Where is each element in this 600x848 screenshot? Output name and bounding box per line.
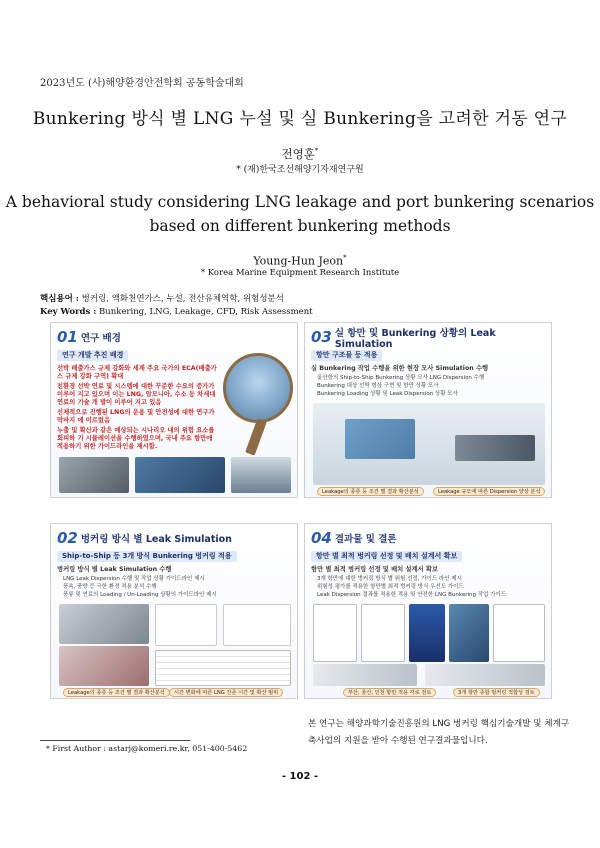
keywords-english xyxy=(40,307,313,317)
figure-caption: 3개 항만 종합 벙커링 적합성 검토 xyxy=(453,688,540,697)
panel-title: 결과물 및 결론 xyxy=(334,534,397,545)
panel-text-line: 친환경 선박 연료 및 시스템에 대한 꾸준한 수요의 증가가 이루어 지고 있으며 이는 LNG, 암모니아, 수소 등 차세대 연료의 기술 개 발이 이루어 지고 있음 xyxy=(57,383,216,406)
guideline-document-image xyxy=(313,604,357,662)
panel-subtitle: 항만 구조물 등 적용 xyxy=(311,350,382,361)
poster-panel-background xyxy=(50,523,298,699)
panel-text-line: 벙커링 방식 별 Leak Simulation 수행 xyxy=(57,566,172,573)
panel-header xyxy=(311,529,397,547)
panel-text-line: 선제적으로 진행된 LNG의 운용 및 안전성에 대한 연구가 막바지 에 이르렀음 xyxy=(57,409,215,424)
panel-text-line: LNG Leak Dispersion 수행 및 작업 상황 가이드라인 제시 xyxy=(63,576,205,582)
guideline-document-image xyxy=(361,604,405,662)
english-author-mark: * xyxy=(343,254,347,262)
panel-text-line: Leak Dispersion 결과를 적용한 적용 및 안전한 LNG Bunkering 작업 가이드 xyxy=(317,592,507,598)
poster-panel-background xyxy=(50,322,298,498)
panel-title: 벙커링 방식 별 Leak Simulation xyxy=(80,534,232,545)
panel-header xyxy=(57,328,121,346)
panel-number: 02 xyxy=(57,529,78,547)
tank-storage-image xyxy=(59,604,149,644)
report-cover-image xyxy=(409,604,445,662)
panel-number: 04 xyxy=(311,529,332,547)
keywords-english-label: Key Words : xyxy=(40,307,97,317)
concentration-chart-image xyxy=(155,604,217,646)
panel-title: 실 항만 및 Bunkering 상황의 Leak Simulation xyxy=(334,327,496,350)
panel-text-line: 풍류 및 연료의 Loading / Un-Loading 상황의 가이드라인 제시 xyxy=(63,592,217,598)
panel-subtitle: 연구 개발 추진 배경 xyxy=(57,350,128,361)
english-author-name: Young-Hun Jeon xyxy=(253,254,344,268)
english-title-line-1: A behavioral study considering LNG leakage and port bunkering scenarios xyxy=(5,193,595,211)
figure-caption: 시간 변화에 따른 LNG 잔존 시간 및 확산 범위 xyxy=(169,688,283,697)
bunkering-diagram-image xyxy=(59,457,129,493)
keywords-korean-text: 벙커링, 액화천연가스, 누설, 전산유체역학, 위험성분석 xyxy=(81,294,284,304)
figure-caption: Leakage의 종류 등 조건 별 결과 확산분석 xyxy=(63,688,170,697)
panel-text-line: 누출 및 확산과 같은 예상되는 시나리오 내의 위험 요소를 회피하 기 시뮬레이션을 수행하였으며, 국내 주요 항만에 적용하기 위한 가이드라인을 제시함. xyxy=(57,427,215,450)
panel-subtitle: 항만 별 최적 벙커링 선정 및 배치 설계서 확보 xyxy=(311,551,462,562)
keywords-english-text: Bunkering, LNG, Leakage, CFD, Risk Assessment xyxy=(99,307,313,317)
conference-header: 2023년도 (사)해양환경안전학회 공동학술대회 xyxy=(40,78,244,89)
english-author xyxy=(0,254,600,268)
page-number: - 102 - xyxy=(281,771,319,782)
dispersion-chart-image xyxy=(223,604,291,646)
panel-text-line: 항만 별 최적 벙커링 선정 및 배치 설계서 확보 xyxy=(311,566,439,573)
panel-text-line: 선박 배출가스 규제 강화와 세계 주요 국가의 ECA(배출가스 규제 강화 구역) 확대 xyxy=(57,365,217,380)
english-affiliation: * Korea Marine Equipment Research Institute xyxy=(200,268,400,278)
panel-header xyxy=(57,529,232,547)
ship-to-ship-image xyxy=(59,646,149,686)
footnote-divider xyxy=(40,740,190,741)
ship-aerial-image xyxy=(135,457,225,493)
keywords-korean xyxy=(40,292,284,304)
english-title xyxy=(0,190,600,238)
panel-title: 연구 배경 xyxy=(80,333,121,344)
panel-text-line: 3개 항만에 대한 벙커링 방식 별 위험 선정, 가이드 라인 제시 xyxy=(317,576,462,582)
figure-caption: Leakage의 종류 등 조건 별 결과 확산분석 xyxy=(317,487,424,496)
panel-text-line: Bunkering 대상 선박 형상 구현 및 항만 상황 모사 xyxy=(317,383,439,389)
magnifier-port-image xyxy=(223,353,293,423)
panel-text-line: 울산항의 Ship-to-Ship Bunkering 상황 모사 LNG Dispersion 수행 xyxy=(317,375,485,381)
keywords-korean-label: 핵심용어 : xyxy=(40,294,79,304)
vessel-arrangement-image xyxy=(313,664,417,686)
poster-panel-background xyxy=(304,523,552,699)
lng-vessel-image xyxy=(231,457,291,493)
panel-number: 01 xyxy=(57,328,78,346)
footnote: * First Author : astarj@komeri.re.kr, 051-400-5462 xyxy=(46,744,248,753)
panel-text-line: 위험성 평가를 적용한 항만별 최적 벙커링 방식 우선도 가이드 xyxy=(317,584,464,590)
panel-number: 03 xyxy=(311,328,332,346)
korean-author-name: 전영훈 xyxy=(281,147,315,161)
poster-panel-background xyxy=(304,322,552,498)
korean-title: Bunkering 방식 별 LNG 누설 및 실 Bunkering을 고려한 거동 연구 xyxy=(32,109,568,129)
dispersion-plume-image xyxy=(345,419,415,459)
vessel-model-image xyxy=(455,435,535,461)
certificate-document-image xyxy=(493,604,545,662)
panel-header xyxy=(311,327,551,350)
panel-subtitle: Ship-to-Ship 등 3개 방식 Bunkering 벙커링 적용 xyxy=(57,551,237,562)
bunkering-photo-image xyxy=(449,604,489,662)
panel-text-line: 실 Bunkering 작업 수행을 위한 현장 모사 Simulation 수행 xyxy=(311,365,489,372)
korean-author xyxy=(0,146,600,162)
magnifier-handle-image xyxy=(245,418,267,455)
vessel-arrangement-image xyxy=(425,664,545,686)
results-table-image xyxy=(155,650,291,686)
korean-author-mark: * xyxy=(314,147,319,156)
figure-caption: 부산, 울산, 인천 항만 적용 각로 검토 xyxy=(343,688,436,697)
figure-caption: Leakage 규모에 따른 Dispersion 양상 분석 xyxy=(433,487,545,496)
acknowledgement: 본 연구는 해양과학기술진흥원의 LNG 벙커링 핵심기술개발 및 체계구축사업의 지원을 받아 수행된 연구결과물입니다. xyxy=(308,719,570,746)
english-title-line-2: based on different bunkering methods xyxy=(149,217,451,235)
panel-text-line: 풍속, 풍향 등 극한 환경 적용 분석 수행 xyxy=(63,584,157,590)
panel-text-line: Bunkering Loading 상황 및 Leak Dispersion 상황 모사 xyxy=(317,391,458,397)
korean-affiliation: * (재)한국조선해양기자재연구원 xyxy=(236,165,364,175)
